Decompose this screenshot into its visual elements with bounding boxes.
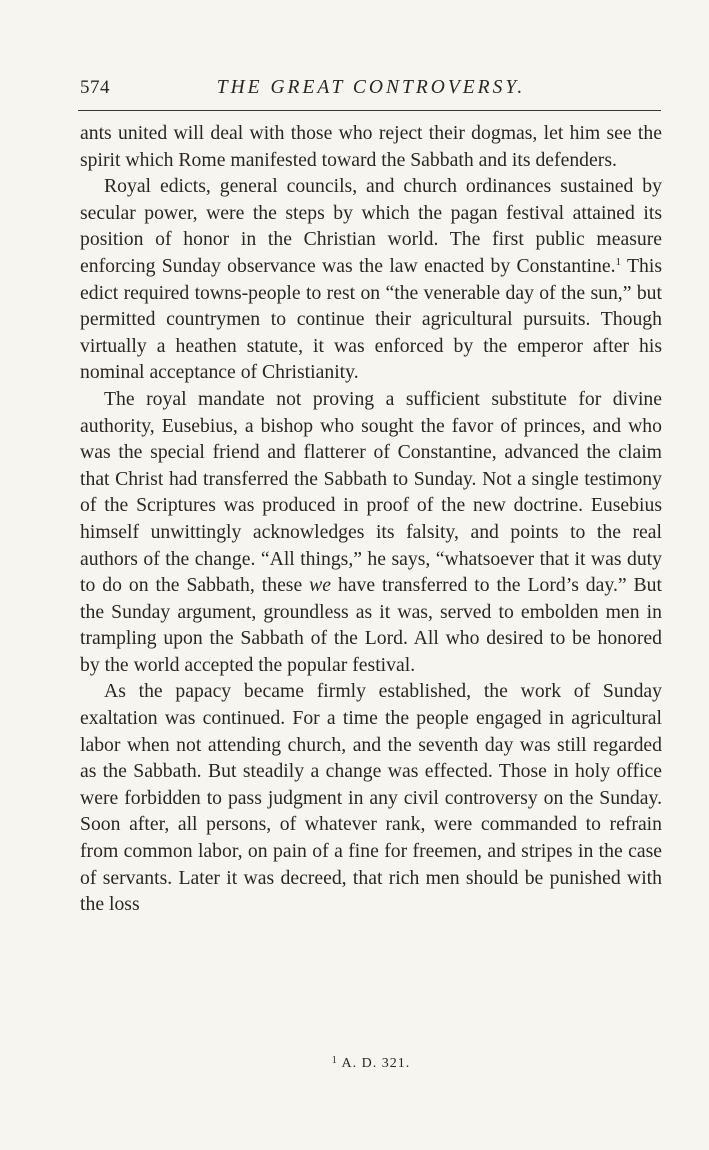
running-title: THE GREAT CONTROVERSY. bbox=[216, 77, 526, 98]
footnote bbox=[80, 1056, 662, 1072]
paragraph-text: The royal mandate not proving a sufficient substitute for divine authority, Eusebius, a bishop who sought the favor of princes, and who was the special friend and flatterer of Constantine, advanced the claim that Christ had transferred the Sabbath to Sunday. Not a single testimony of the Scriptures was produced in proof of the new doctrine. Eusebius himself unwittingly acknowledges its falsity, and points to the real authors of the change. “All things,” he says, “whatsoever that it was duty to do on the Sabbath, these bbox=[80, 387, 662, 597]
paragraph-text: have transferred to the Lord’s day.” But the Sunday argument, groundless as it was, served to embolden men in trampling upon the Sabbath of the Lord. All who desired to be honored by the world accepted the popular festival. bbox=[80, 574, 662, 676]
paragraph bbox=[80, 678, 662, 917]
paragraph bbox=[80, 173, 662, 386]
header-rule bbox=[78, 110, 661, 111]
footnote-text: A. D. 321. bbox=[341, 1056, 411, 1071]
paragraph bbox=[80, 386, 662, 679]
paragraph-text: Royal edicts, general councils, and church ordinances sustained by secular power, were the steps by which the pagan festival attained its position of honor in the Christian world. The first public measure enforcing Sunday observance was the law enacted by Constantine. bbox=[80, 175, 662, 277]
footnote-reference: 1 bbox=[615, 255, 622, 268]
page-number: 574 bbox=[80, 77, 110, 98]
paragraph-continued bbox=[80, 120, 662, 173]
paragraph-text: This edict required towns-people to rest on “the venerable day of the sun,” but permitted countrymen to continue their agricultural pursuits. Though virtually a heathen statute, it was enforced by the emperor after his nominal acceptance of Christianity. bbox=[80, 254, 662, 384]
emphasis: we bbox=[309, 574, 332, 597]
paragraph-text: ants united will deal with those who reject their dogmas, let him see the spirit which Rome manifested toward the Sabbath and its defenders. bbox=[80, 122, 662, 171]
body-text bbox=[80, 120, 662, 918]
paragraph-text: As the papacy became firmly established, the work of Sunday exaltation was continued. For a time the people engaged in agricultural labor when not attending church, and the seventh day was still regarded as the Sabbath. But steadily a change was effected. Those in holy office were forbidden to pass judgment in any civil controversy on the Sunday. Soon after, all persons, of whatever rank, were commanded to refrain from common labor, on pain of a fine for freemen, and stripes in the case of servants. Later it was decreed, that rich men should be punished with the loss bbox=[80, 680, 662, 916]
footnote-marker: 1 bbox=[331, 1055, 338, 1066]
page-header bbox=[80, 74, 662, 104]
